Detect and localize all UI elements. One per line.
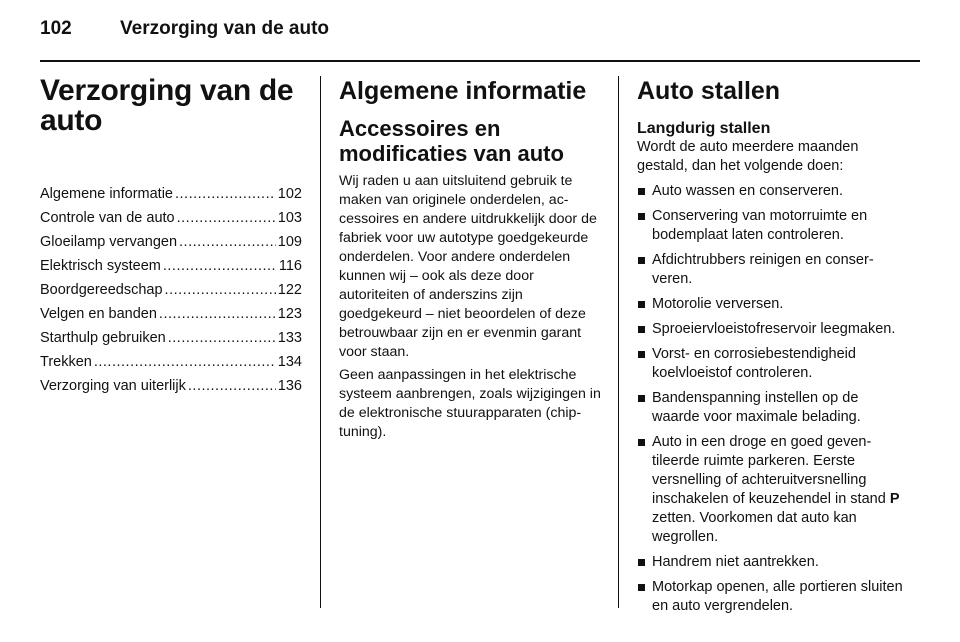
bullet-square-icon — [638, 301, 645, 308]
bullet-square-icon — [638, 439, 645, 446]
paragraph: Geen aanpassingen in het elektrische systeem aanbrengen, zoals wijzigingen in de elektronische stuurapparaten (chip-tuning). — [339, 367, 601, 440]
toc-leader — [159, 306, 276, 322]
bullet-square-icon — [638, 559, 645, 566]
toc-label: Verzorging van uiterlijk — [40, 378, 186, 394]
toc-page: 103 — [277, 210, 302, 226]
toc-entry[interactable] — [40, 186, 302, 210]
list-item — [637, 295, 903, 314]
column-divider — [618, 76, 619, 608]
list-item-text: Motorkap openen, alle portieren sluiten en auto vergrendelen. — [652, 579, 903, 614]
toc-page: 123 — [277, 306, 302, 322]
toc-label: Gloeilamp vervangen — [40, 234, 178, 250]
table-of-contents — [40, 186, 302, 402]
list-item — [637, 345, 903, 383]
toc-page: 122 — [277, 282, 302, 298]
subsection-title: Langdurig stallen — [637, 120, 771, 137]
list-item — [637, 433, 903, 547]
toc-entry[interactable] — [40, 210, 302, 234]
list-item-text: Conservering van motorruimte en bodemplaat laten controleren. — [652, 208, 868, 243]
list-item-text: Afdichtrubbers reinigen en conserveren. — [652, 252, 874, 287]
toc-entry[interactable] — [40, 258, 302, 282]
toc-page: 116 — [278, 258, 302, 274]
toc-page: 134 — [277, 354, 302, 370]
list-item — [637, 553, 903, 572]
column-divider — [320, 76, 321, 608]
list-item — [637, 320, 903, 339]
storage-column — [637, 76, 903, 622]
toc-entry[interactable] — [40, 378, 302, 402]
chapter-title-line: Verzorging van de — [40, 74, 294, 107]
toc-page: 136 — [277, 378, 302, 394]
bullet-square-icon — [638, 584, 645, 591]
section-title: Algemene informatie — [339, 77, 587, 105]
toc-label: Starthulp gebruiken — [40, 330, 166, 346]
section-title: Auto stallen — [637, 77, 781, 105]
toc-leader — [188, 378, 276, 394]
list-item-text: Vorst- en corrosiebestendigheid koelvloeistof controleren. — [652, 346, 856, 381]
toc-entry[interactable] — [40, 330, 302, 354]
bullet-square-icon — [638, 213, 645, 220]
header-rule — [40, 60, 920, 62]
chapter-title — [40, 76, 302, 136]
toc-entry[interactable] — [40, 234, 302, 258]
toc-page: 102 — [277, 186, 302, 202]
list-item — [637, 389, 903, 427]
chapter-column — [40, 76, 302, 402]
list-item-text: Sproeiervloeistofreservoir leegmaken. — [652, 321, 896, 337]
bullet-square-icon — [638, 257, 645, 264]
list-item-text: Handrem niet aantrekken. — [652, 554, 819, 570]
running-title: Verzorging van de auto — [120, 18, 330, 39]
toc-entry[interactable] — [40, 282, 302, 306]
toc-entry[interactable] — [40, 306, 302, 330]
bullet-square-icon — [638, 395, 645, 402]
toc-leader — [177, 210, 276, 226]
intro-paragraph: Wordt de auto meerdere maanden gestald, dan het volgende doen: — [637, 139, 859, 174]
chapter-title-line: auto — [40, 104, 103, 137]
toc-leader — [179, 234, 276, 250]
toc-label: Controle van de auto — [40, 210, 175, 226]
bullet-square-icon — [638, 326, 645, 333]
toc-label: Velgen en banden — [40, 306, 157, 322]
toc-page: 109 — [277, 234, 302, 250]
subsection-title-line: Accessoires en — [339, 116, 501, 141]
toc-leader — [94, 354, 276, 370]
list-item — [637, 251, 903, 289]
page-header — [40, 18, 920, 48]
toc-label: Algemene informatie — [40, 186, 173, 202]
general-info-column — [339, 76, 605, 446]
toc-leader — [175, 186, 276, 202]
toc-label: Trekken — [40, 354, 92, 370]
list-item-text: Auto in een droge en goed geventileerde ruimte parkeren. Eerste versnelling of achteruitversnelling inschakelen of keuzehendel in stand — [652, 434, 890, 507]
page-number: 102 — [40, 18, 72, 39]
toc-label: Boordgereedschap — [40, 282, 163, 298]
toc-leader — [168, 330, 276, 346]
subsection-title-line: modificaties van auto — [339, 141, 564, 166]
storage-checklist — [637, 182, 903, 616]
toc-leader — [163, 258, 277, 274]
list-item — [637, 578, 903, 616]
toc-entry[interactable] — [40, 354, 302, 378]
toc-page: 133 — [277, 330, 302, 346]
list-item-text: Bandenspanning instellen op de waarde voor maximale belading. — [652, 390, 861, 425]
toc-leader — [165, 282, 276, 298]
paragraph: Wij raden u aan uitsluitend gebruik te maken van originele onderdelen, accessoires en andere uitdrukkelijk door de fabriek voor uw autotype goedgekeurde onderdelen. Voor andere onderdelen kunnen wij – ook als deze door autoriteiten of anderszins zijn goedgekeurd – niet beoordelen of deze betrouwbaar zijn en er evenmin garant voor staan. — [339, 173, 597, 360]
list-item-text: Motorolie verversen. — [652, 296, 784, 312]
gear-position-label: P — [889, 491, 900, 507]
list-item-text: zetten. Voorkomen dat auto kan wegrollen. — [652, 510, 857, 545]
bullet-square-icon — [638, 188, 645, 195]
toc-label: Elektrisch systeem — [40, 258, 161, 274]
list-item — [637, 182, 903, 201]
list-item-text: Auto wassen en conserveren. — [652, 183, 844, 199]
list-item — [637, 207, 903, 245]
subsection-title — [339, 116, 605, 166]
bullet-square-icon — [638, 351, 645, 358]
